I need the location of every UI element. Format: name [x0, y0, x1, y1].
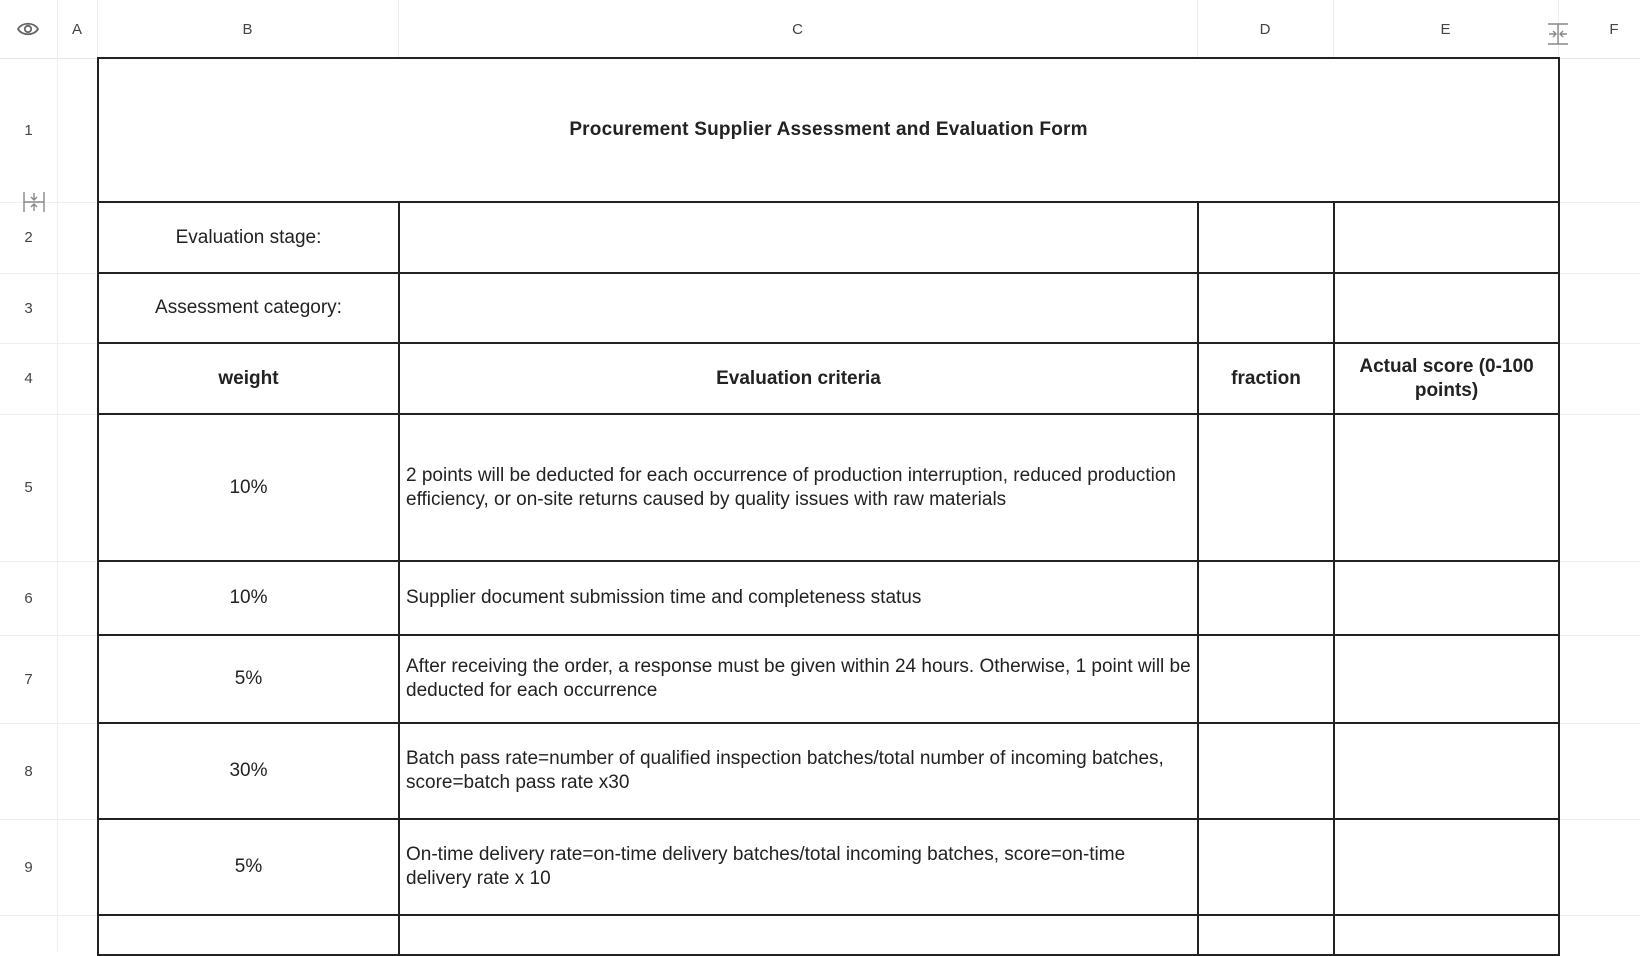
- weight-header-cell[interactable]: weight: [98, 343, 399, 414]
- criteria-cell[interactable]: Supplier document submission time and completeness status: [399, 561, 1198, 635]
- table-row: [98, 273, 1559, 343]
- table-header-row: [98, 343, 1559, 414]
- table-row: [98, 202, 1559, 273]
- empty-cell[interactable]: [1198, 273, 1334, 343]
- resize-handle-icon[interactable]: [22, 190, 46, 214]
- row-header-4[interactable]: 4: [24, 370, 33, 387]
- actual-score-cell[interactable]: [1334, 819, 1559, 915]
- weight-cell[interactable]: 10%: [98, 561, 399, 635]
- empty-cell[interactable]: [1198, 202, 1334, 273]
- table-row: [98, 414, 1559, 561]
- fraction-cell[interactable]: [1198, 561, 1334, 635]
- table-row: [98, 635, 1559, 723]
- row-header-8[interactable]: 8: [24, 762, 33, 780]
- criteria-header-cell[interactable]: Evaluation criteria: [399, 343, 1198, 414]
- actual-score-cell[interactable]: [1334, 561, 1559, 635]
- row-header-7[interactable]: 7: [24, 670, 33, 688]
- actual-score-header-cell[interactable]: Actual score (0-100 points): [1334, 343, 1559, 414]
- table-row: [98, 561, 1559, 635]
- column-header-d[interactable]: D: [1259, 20, 1271, 38]
- row-header-6[interactable]: 6: [24, 589, 33, 607]
- eye-icon[interactable]: [16, 19, 40, 39]
- fraction-cell[interactable]: [1198, 819, 1334, 915]
- column-header-e[interactable]: E: [1440, 20, 1451, 38]
- empty-cell[interactable]: [98, 915, 399, 955]
- form-title-cell[interactable]: Procurement Supplier Assessment and Evaluation Form: [98, 58, 1559, 202]
- assessment-category-value-cell[interactable]: [399, 273, 1198, 343]
- assessment-category-label-cell[interactable]: Assessment category:: [98, 273, 399, 343]
- row-header-1[interactable]: 1: [24, 121, 33, 139]
- evaluation-stage-label-cell[interactable]: Evaluation stage:: [98, 202, 399, 273]
- column-header-f[interactable]: F: [1609, 20, 1619, 38]
- criteria-cell[interactable]: 2 points will be deducted for each occurrence of production interruption, reduced production efficiency, or on-site returns caused by quality issues with raw materials: [399, 414, 1198, 561]
- criteria-cell[interactable]: On-time delivery rate=on-time delivery batches/total incoming batches, score=on-time delivery rate x 10: [399, 819, 1198, 915]
- weight-cell[interactable]: 10%: [98, 414, 399, 561]
- row-header-9[interactable]: 9: [24, 858, 33, 876]
- column-header-a[interactable]: A: [71, 20, 82, 38]
- row-header-3[interactable]: 3: [24, 299, 33, 317]
- weight-cell[interactable]: 5%: [98, 819, 399, 915]
- column-header-c[interactable]: C: [792, 20, 803, 38]
- resize-handle-icon[interactable]: [1546, 22, 1570, 46]
- table-row: [98, 723, 1559, 819]
- table-row: [98, 58, 1559, 202]
- fraction-header-cell[interactable]: fraction: [1198, 343, 1334, 414]
- table-row: [98, 819, 1559, 915]
- actual-score-cell[interactable]: [1334, 414, 1559, 561]
- criteria-cell[interactable]: After receiving the order, a response must be given within 24 hours. Otherwise, 1 point will be deducted for each occurrence: [399, 635, 1198, 723]
- empty-cell[interactable]: [399, 915, 1198, 955]
- empty-cell[interactable]: [1334, 915, 1559, 955]
- evaluation-stage-value-cell[interactable]: [399, 202, 1198, 273]
- supplier-assessment-table: [97, 57, 1560, 956]
- column-header-b[interactable]: B: [242, 20, 253, 38]
- row-header-5[interactable]: 5: [24, 479, 33, 496]
- weight-cell[interactable]: 5%: [98, 635, 399, 723]
- actual-score-cell[interactable]: [1334, 723, 1559, 819]
- empty-cell[interactable]: [1334, 202, 1559, 273]
- criteria-cell[interactable]: Batch pass rate=number of qualified inspection batches/total number of incoming batches, score=batch pass rate x30: [399, 723, 1198, 819]
- empty-cell[interactable]: [1198, 915, 1334, 955]
- fraction-cell[interactable]: [1198, 635, 1334, 723]
- empty-cell[interactable]: [1334, 273, 1559, 343]
- fraction-cell[interactable]: [1198, 414, 1334, 561]
- actual-score-cell[interactable]: [1334, 635, 1559, 723]
- fraction-cell[interactable]: [1198, 723, 1334, 819]
- row-header-2[interactable]: 2: [24, 229, 33, 246]
- weight-cell[interactable]: 30%: [98, 723, 399, 819]
- table-row: [98, 915, 1559, 955]
- gutter-line: [57, 58, 58, 952]
